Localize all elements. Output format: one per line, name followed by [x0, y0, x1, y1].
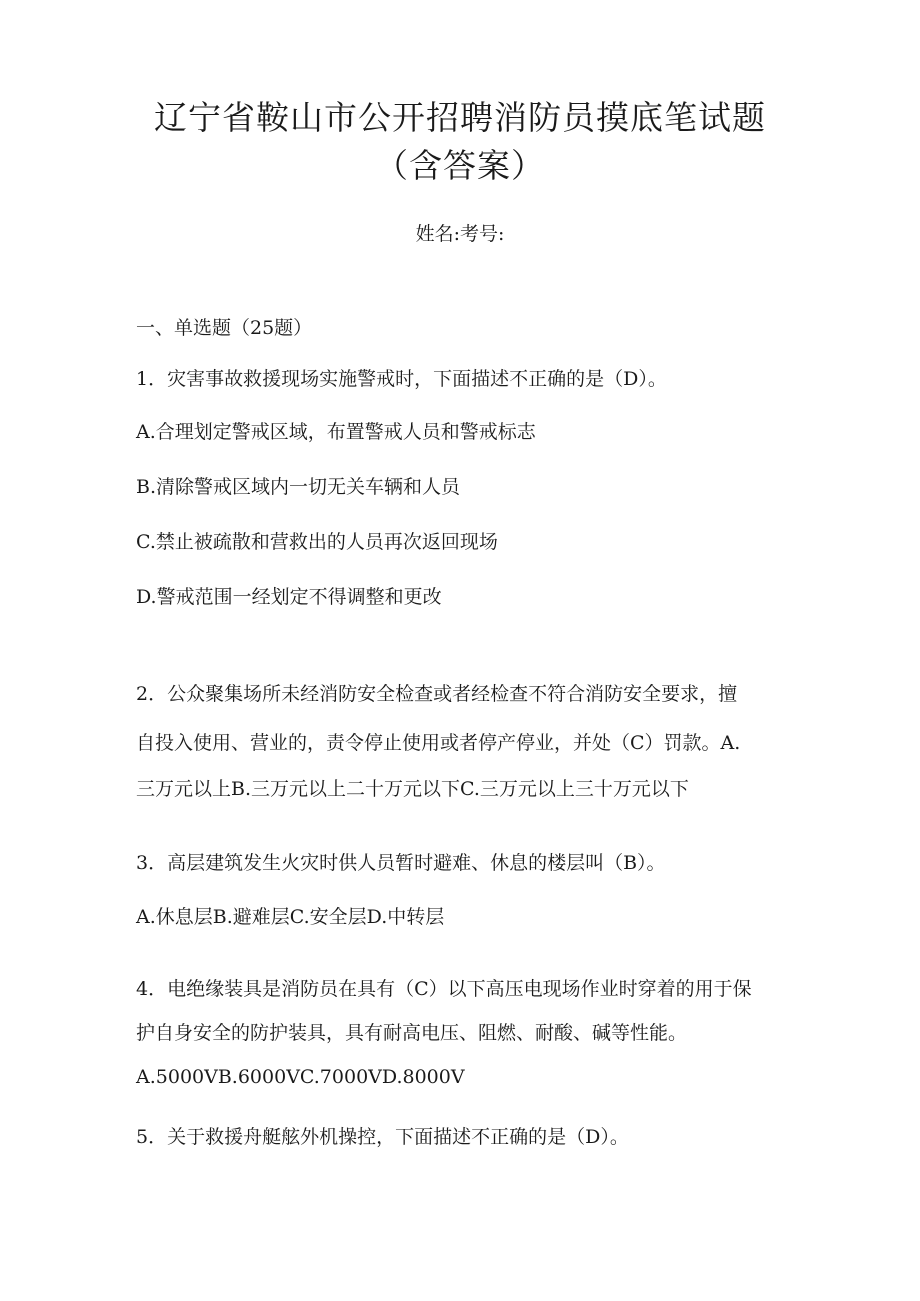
- question-5-text: 5．关于救援舟艇舷外机操控，下面描述不正确的是（D）。: [136, 1126, 629, 1148]
- question-1-option-a: A.合理划定警戒区域，布置警戒人员和警戒标志: [136, 421, 536, 443]
- question-4-text-line-1: 4．电绝缘装具是消防员在具有（C）以下高压电现场作业时穿着的用于保: [136, 978, 752, 1000]
- question-1-text: 1．灾害事故救援现场实施警戒时，下面描述不正确的是（D）。: [136, 368, 667, 390]
- question-1-option-c: C.禁止被疏散和营救出的人员再次返回现场: [136, 531, 498, 553]
- document-title-line-1: 辽宁省鞍山市公开招聘消防员摸底笔试题: [154, 98, 766, 137]
- question-3-options: A.休息层B.避难层C.安全层D.中转层: [136, 906, 445, 928]
- section-heading: 一、单选题（25题）: [136, 317, 313, 339]
- question-2-text-line-3: 三万元以上B.三万元以上二十万元以下C.三万元以上三十万元以下: [136, 778, 689, 800]
- name-exam-number-line: 姓名:考号:: [415, 223, 505, 245]
- question-2-text-line-1: 2．公众聚集场所未经消防安全检查或者经检查不符合消防安全要求，擅: [136, 683, 738, 705]
- question-1-option-d: D.警戒范围一经划定不得调整和更改: [136, 586, 442, 608]
- question-2-text-line-2: 自投入使用、营业的，责令停止使用或者停产停业，并处（C）罚款。A.: [136, 732, 741, 754]
- question-3-text: 3．高层建筑发生火灾时供人员暂时避难、休息的楼层叫（B）。: [136, 852, 666, 874]
- document-title-line-2: （含答案）: [375, 146, 545, 185]
- question-1-option-b: B.清除警戒区域内一切无关车辆和人员: [136, 476, 461, 498]
- question-4-options: A.5000VB.6000VC.7000VD.8000V: [136, 1066, 465, 1088]
- question-4-text-line-2: 护自身安全的防护装具，具有耐高电压、阻燃、耐酸、碱等性能。: [136, 1022, 688, 1044]
